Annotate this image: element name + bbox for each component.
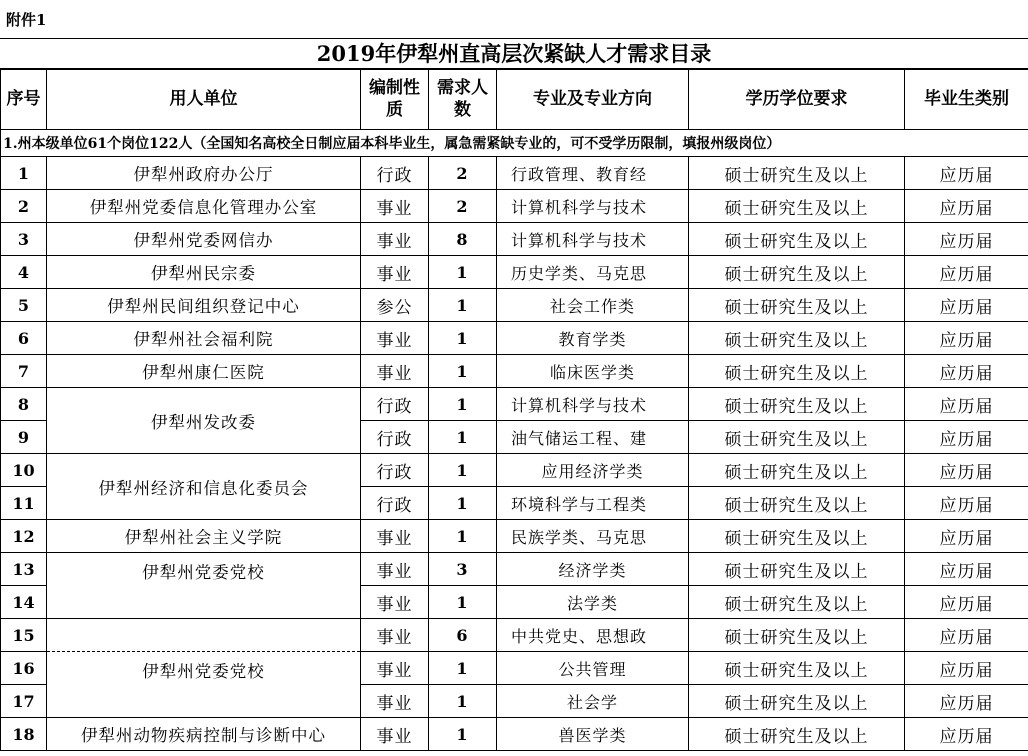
cell-seq: 4	[1, 256, 47, 289]
cell-seq: 2	[1, 190, 47, 223]
cell-count: 1	[429, 685, 497, 718]
cell-grad-type: 应历届	[905, 619, 1028, 652]
cell-unit	[47, 619, 361, 652]
cell-staffing: 事业	[361, 586, 429, 619]
cell-count: 1	[429, 421, 497, 454]
header-unit: 用人单位	[47, 69, 361, 130]
section-label: 1.州本级单位61个岗位122人（全国知名高校全日制应届本科毕业生，属急需紧缺专业的，可不受学历限制，填报州级岗位）	[1, 130, 1028, 157]
cell-major: 社会工作类	[497, 289, 689, 322]
cell-grad-type: 应历届	[905, 685, 1028, 718]
cell-major: 计算机科学与技术	[497, 388, 689, 421]
cell-degree: 硕士研究生及以上	[689, 355, 905, 388]
cell-major: 中共党史、思想政	[497, 619, 689, 652]
cell-major: 民族学类、马克思	[497, 520, 689, 553]
cell-grad-type: 应历届	[905, 553, 1028, 586]
cell-seq: 5	[1, 289, 47, 322]
cell-unit: 伊犁州党委党校	[47, 652, 361, 718]
cell-unit: 伊犁州党委信息化管理办公室	[47, 190, 361, 223]
cell-grad-type: 应历届	[905, 652, 1028, 685]
cell-count: 1	[429, 355, 497, 388]
table-row	[1, 355, 1028, 388]
table-row	[1, 388, 1028, 421]
cell-major: 兽医学类	[497, 718, 689, 751]
cell-degree: 硕士研究生及以上	[689, 553, 905, 586]
cell-grad-type: 应历届	[905, 322, 1028, 355]
cell-count: 1	[429, 652, 497, 685]
cell-unit: 伊犁州党委党校	[47, 553, 361, 619]
cell-degree: 硕士研究生及以上	[689, 685, 905, 718]
attachment-label: 附件1	[6, 11, 47, 29]
table-row	[1, 223, 1028, 256]
cell-major: 行政管理、教育经	[497, 157, 689, 190]
cell-unit: 伊犁州社会主义学院	[47, 520, 361, 553]
cell-staffing: 行政	[361, 487, 429, 520]
cell-major: 历史学类、马克思	[497, 256, 689, 289]
cell-degree: 硕士研究生及以上	[689, 586, 905, 619]
cell-staffing: 事业	[361, 355, 429, 388]
table-row	[1, 652, 1028, 685]
cell-unit: 伊犁州政府办公厅	[47, 157, 361, 190]
cell-count: 1	[429, 454, 497, 487]
table-row	[1, 718, 1028, 751]
cell-grad-type: 应历届	[905, 421, 1028, 454]
cell-seq: 9	[1, 421, 47, 454]
cell-degree: 硕士研究生及以上	[689, 289, 905, 322]
cell-count: 3	[429, 553, 497, 586]
cell-major: 经济学类	[497, 553, 689, 586]
cell-count: 1	[429, 718, 497, 751]
cell-seq: 11	[1, 487, 47, 520]
header-grad-type: 毕业生类别	[905, 69, 1028, 130]
cell-grad-type: 应历届	[905, 355, 1028, 388]
cell-degree: 硕士研究生及以上	[689, 388, 905, 421]
cell-count: 1	[429, 487, 497, 520]
cell-degree: 硕士研究生及以上	[689, 223, 905, 256]
cell-grad-type: 应历届	[905, 190, 1028, 223]
cell-degree: 硕士研究生及以上	[689, 256, 905, 289]
cell-grad-type: 应历届	[905, 388, 1028, 421]
cell-seq: 1	[1, 157, 47, 190]
cell-major: 环境科学与工程类	[497, 487, 689, 520]
cell-staffing: 参公	[361, 289, 429, 322]
cell-staffing: 事业	[361, 190, 429, 223]
cell-count: 6	[429, 619, 497, 652]
cell-unit: 伊犁州经济和信息化委员会	[47, 454, 361, 520]
cell-staffing: 行政	[361, 157, 429, 190]
cell-degree: 硕士研究生及以上	[689, 190, 905, 223]
cell-unit: 伊犁州动物疾病控制与诊断中心	[47, 718, 361, 751]
cell-seq: 7	[1, 355, 47, 388]
cell-seq: 15	[1, 619, 47, 652]
title-row	[0, 38, 1028, 70]
cell-staffing: 事业	[361, 652, 429, 685]
cell-seq: 8	[1, 388, 47, 421]
table-row	[1, 289, 1028, 322]
cell-major: 社会学	[497, 685, 689, 718]
cell-degree: 硕士研究生及以上	[689, 322, 905, 355]
cell-unit: 伊犁州党委网信办	[47, 223, 361, 256]
cell-degree: 硕士研究生及以上	[689, 652, 905, 685]
table-row	[1, 256, 1028, 289]
cell-degree: 硕士研究生及以上	[689, 487, 905, 520]
cell-seq: 13	[1, 553, 47, 586]
cell-staffing: 事业	[361, 256, 429, 289]
table-row	[1, 454, 1028, 487]
cell-grad-type: 应历届	[905, 454, 1028, 487]
cell-grad-type: 应历届	[905, 586, 1028, 619]
cell-unit: 伊犁州社会福利院	[47, 322, 361, 355]
cell-major: 应用经济学类	[497, 454, 689, 487]
cell-major: 计算机科学与技术	[497, 223, 689, 256]
cell-grad-type: 应历届	[905, 157, 1028, 190]
table-row	[1, 190, 1028, 223]
cell-seq: 16	[1, 652, 47, 685]
cell-count: 1	[429, 256, 497, 289]
cell-degree: 硕士研究生及以上	[689, 718, 905, 751]
cell-major: 教育学类	[497, 322, 689, 355]
cell-seq: 14	[1, 586, 47, 619]
cell-staffing: 事业	[361, 619, 429, 652]
cell-degree: 硕士研究生及以上	[689, 421, 905, 454]
cell-staffing: 行政	[361, 421, 429, 454]
header-staffing: 编制性质	[361, 69, 429, 130]
cell-degree: 硕士研究生及以上	[689, 454, 905, 487]
cell-seq: 6	[1, 322, 47, 355]
cell-unit: 伊犁州发改委	[47, 388, 361, 454]
cell-grad-type: 应历届	[905, 256, 1028, 289]
cell-staffing: 事业	[361, 553, 429, 586]
cell-grad-type: 应历届	[905, 718, 1028, 751]
cell-major: 油气储运工程、建	[497, 421, 689, 454]
header-count: 需求人数	[429, 69, 497, 130]
table-row	[1, 619, 1028, 652]
cell-unit: 伊犁州康仁医院	[47, 355, 361, 388]
cell-staffing: 行政	[361, 454, 429, 487]
cell-grad-type: 应历届	[905, 289, 1028, 322]
cell-staffing: 事业	[361, 685, 429, 718]
cell-major: 法学类	[497, 586, 689, 619]
header-major: 专业及专业方向	[497, 69, 689, 130]
cell-count: 1	[429, 289, 497, 322]
cell-degree: 硕士研究生及以上	[689, 619, 905, 652]
cell-count: 1	[429, 322, 497, 355]
header-seq: 序号	[1, 69, 47, 130]
cell-unit: 伊犁州民宗委	[47, 256, 361, 289]
cell-seq: 10	[1, 454, 47, 487]
cell-count: 2	[429, 157, 497, 190]
cell-seq: 3	[1, 223, 47, 256]
header-degree: 学历学位要求	[689, 69, 905, 130]
talent-demand-table	[0, 68, 1028, 751]
cell-grad-type: 应历届	[905, 487, 1028, 520]
cell-staffing: 事业	[361, 718, 429, 751]
cell-count: 8	[429, 223, 497, 256]
table-row	[1, 553, 1028, 586]
cell-count: 1	[429, 586, 497, 619]
cell-staffing: 行政	[361, 388, 429, 421]
cell-degree: 硕士研究生及以上	[689, 157, 905, 190]
section-row	[1, 130, 1028, 157]
cell-major: 公共管理	[497, 652, 689, 685]
table-row	[1, 520, 1028, 553]
cell-seq: 17	[1, 685, 47, 718]
cell-seq: 18	[1, 718, 47, 751]
cell-staffing: 事业	[361, 223, 429, 256]
table-row	[1, 322, 1028, 355]
cell-unit: 伊犁州民间组织登记中心	[47, 289, 361, 322]
cell-degree: 硕士研究生及以上	[689, 520, 905, 553]
cell-staffing: 事业	[361, 322, 429, 355]
header-row	[1, 69, 1028, 130]
cell-grad-type: 应历届	[905, 520, 1028, 553]
cell-count: 1	[429, 520, 497, 553]
cell-count: 1	[429, 388, 497, 421]
cell-seq: 12	[1, 520, 47, 553]
table-title: 2019年伊犁州直高层次紧缺人才需求目录	[316, 41, 712, 66]
cell-count: 2	[429, 190, 497, 223]
cell-grad-type: 应历届	[905, 223, 1028, 256]
cell-major: 计算机科学与技术	[497, 190, 689, 223]
table-row	[1, 157, 1028, 190]
cell-staffing: 事业	[361, 520, 429, 553]
cell-major: 临床医学类	[497, 355, 689, 388]
